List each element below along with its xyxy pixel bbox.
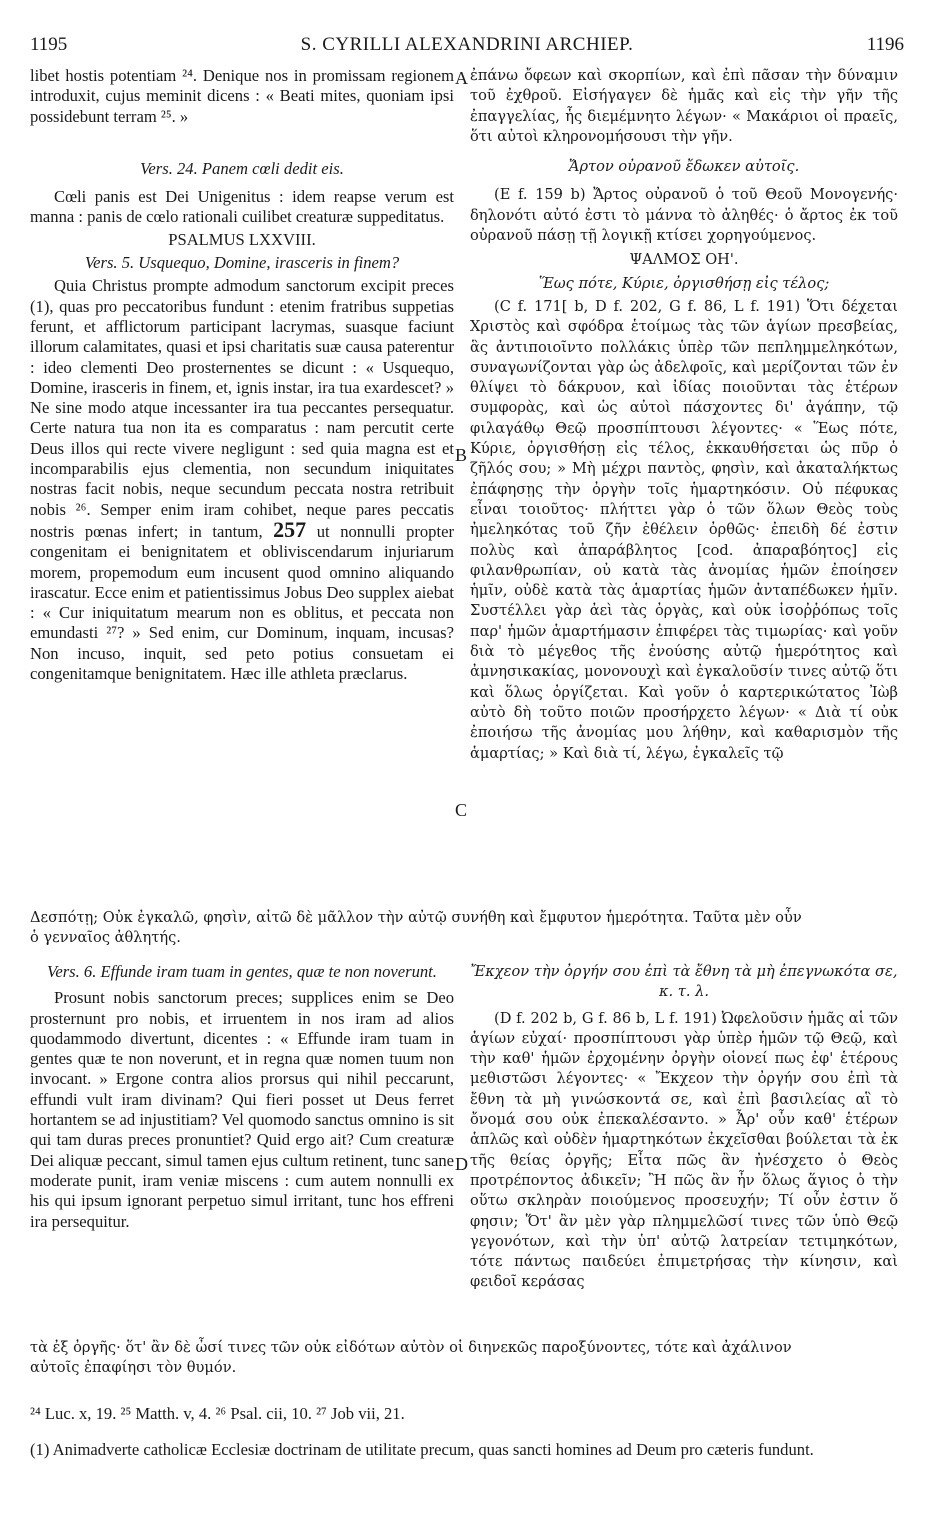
- greek-v5-text: (C f. 171[ b, D f. 202, G f. 86, L f. 191) Ὅτι δέχεται Χριστὸς καὶ σφόδρα ἑτοίμως τὰς τῶν ἁγίων πρεσβείας, ἃς ἀντιποιοῖντο πολλάκις ὑπὲρ τῶν πεπλημμεληκότων, συναγωνίζονται γὰρ ὡς ἀδελφοῖς, καὶ μερίζονται τῶν ἐν θλίψει τὸ δάκρυον, καὶ ἰδίας ποιοῦνται τὰς ἑτέρων συμφορὰς, καὶ ὡς αὐτοὶ πάσχοντες δι' ἀγάπην, τῷ φιλαγάθῳ Θεῷ προσπίπτουσι λέγοντες· « Ἕως πότε, Κύριε, ὀργισθήσῃ εἰς τέλος, ἐκκαυθήσεται ὡς πῦρ ὁ ζῆλός σου; » Μὴ μέχρι παντὸς, φησὶν, καὶ ἀκαταλήκτως ἐπάφησῃς τὴν ὀργὴν τοῖς ἡμαρτηκόσιν. Οὐ πέφυκας εἶναι τοιοῦτος· πλήττει γὰρ ὁ τῶν ὅλων Θεὸς τοὺς ἠμεληκότας τοῦ ζῆν ἐθέλειν ὀρθῶς· ἐπειδὴ δέ ἐστιν πολὺς καὶ ἀπαράβλητος [cod. ἀπαραβόητος] εἰς φιλανθρωπίαν, οὐ κατὰ τὰς ἀνομίας ἡμῶν ἐποίησεν ἡμῖν, οὐδὲ κατὰ τὰς ἁμαρτίας ἡμῶν ἀνταπέδωκεν ἡμῖν. Συστέλλει γὰρ ἀεὶ τὰς ὀργὰς, καὶ οὐκ ἰσοῤῥόπως τοῖς παρ' ἡμῶν ἁμαρτήμασιν ἐπιφέρει τὰς τιμωρίας· καὶ γοῦν διὰ τὸ μέγεθος τῆς ἐνούσης αὐτῷ ἡμερότητος καὶ ἀμνησικακίας, μονονουχὶ καὶ ἐγκαλοῦσίν τινες αὐτῷ ὅτι καὶ ὅλως ὀργίζεται. Καὶ γοῦν ὁ καρτερικώτατος Ἰὼβ αὐτὸ δὴ τοῦτο ποιῶν προσήρχετο λέγων· « Διὰ τί οὐκ ἐποιήσω τῆς ἀνομίας μου λήθην, καὶ καθαρισμὸν τῆς ἁμαρτίας; » Καὶ διὰ τί, λέγω, ἐγκαλεῖς τῷ: [470, 297, 898, 762]
- latin-column-upper: [30, 66, 454, 684]
- greek-column-lower: [470, 962, 898, 1293]
- latin-column-lower: [30, 962, 454, 1232]
- latin-intro: libet hostis potentiam ²⁴. Denique nos in promissam regionem introduxit, cujus meminit dicens : « Beati mites, quoniam ipsi possidebunt terram ²⁵. »: [30, 66, 454, 126]
- greek-intro: ἐπάνω ὄφεων καὶ σκορπίων, καὶ ἐπὶ πᾶσαν τὴν δύναμιν τοῦ ἐχθροῦ. Εἰσήγαγεν δὲ ἡμᾶς καὶ εἰς τὴν γῆν τῆς ἐπαγγελίας, ἧς διεμέμνητο λέγων· « Μακάριοι οἱ πραεῖς, ὅτι αὐτοὶ κληρονομήσουσι τὴν γῆν.: [470, 67, 898, 145]
- page-header: [30, 34, 904, 60]
- margin-letter-a: A: [455, 68, 468, 88]
- column-number: 257: [273, 516, 307, 542]
- greek-v6-full-line-1: τὰ ἐξ ὀργῆς· ὅτ' ἂν δὲ ὦσί τινες τῶν οὐκ εἰδότων αὐτὸν οἱ διηνεκῶς παροξύνοντες, τότε καὶ ἀχάλινον: [30, 1339, 792, 1356]
- greek-v6-full-width: [30, 1338, 904, 1379]
- greek-v6-full-line-2: αὐτοῖς ἐπαφίησι τὸν θυμόν.: [30, 1359, 237, 1377]
- margin-letter-c: C: [455, 800, 468, 820]
- greek-column-upper: [470, 66, 898, 764]
- latin-v5-text-b: ut nonnulli propter congenitam ei benignitatem et obliviscendarum injuriarum morem, propemodum eum incusent quod omnino aliquando irascatur. Ecce enim et patientissimus Jobus Deo supplex aiebat : « Cur iniquitatum mearum non es oblitus, et peccata non emundasti ²⁷? » Sed enim, cur Dominum, inquam, incusas? Non incuso, inquit, sed peto potius consuetam ei congenitamque benignitatem. Hæc ille athleta præclarus.: [30, 521, 454, 684]
- latin-v5-text-a: Quia Christus prompte admodum sanctorum excipit preces (1), quas pro peccatoribus fundunt : etenim fratribus suppetias ferunt, et afflictorum participant lacrymas, suasque faciunt illorum calamitates, quasi et ipsi charitatis suæ causa paterentur : ideo clementi Deo prosternentes se dicunt : « Usquequo, Domine, irasceris in finem, et, ignis instar, ira tua exardescet? » Ne sine modo atque incessanter ira tua peccantes persequatur. Certe natura tua non ita es comparatus : nam percutit certe Deus illos qui recte vivere negligunt : sed quia magna est et incomparabilis ejus clementia, non secundum iniquitates nostras facit nobis, neque secundum peccata nostra retribuit nobis ²⁶. Semper enim iram cohibet, neque pares peccatis nostris pœnas infert; in tantum,: [30, 276, 454, 541]
- latin-v6-heading: Vers. 6. Effunde iram tuam in gentes, quæ te non noverunt.: [47, 962, 437, 981]
- greek-v6-text: (D f. 202 b, G f. 86 b, L f. 191) Ὠφελοῦσιν ἡμᾶς αἱ τῶν ἁγίων εὐχαί· προσπίπτουσι γὰρ ὑπὲρ ἡμῶν τῷ Θεῷ, καὶ τὴν καθ' ἡμῶν ἐρχομένην ὀργὴν οἱονεί πως ἐφ' ἑτέρους μεθιστῶσι λέγοντες· « Ἔκχεον τὴν ὀργήν σου ἐπὶ τὰ ἔθνη τὰ μὴ γινώσκοντά σε, καὶ ἐπὶ βασιλείας αἳ τὸ ὄνομά σου οὐκ ἐπεκαλέσαντο. » Ἆρ' οὖν καθ' ἑτέρων ἁπλῶς καὶ οὐδὲν ἡμαρτηκότων ἐκχεῖσθαι βούλεται τὰ ἐκ τῆς θείας ὀργῆς; Εἶτα πῶς ἂν ἠνέσχετο ὁ Θεὸς προτρέποντος ἀδικεῖν; Ἢ πῶς ἂν ἦν ὅλως ἅγιος ὁ τὴν οὕτω σκληρὰν ποιούμενος προσευχήν; Τί οὖν ἐστιν ὅ φησιν; Ὅτ' ἂν μὲν γὰρ πλημμελῶσί τινες τῶν ὑπὸ Θεῷ γεγονότων, καὶ τὴν ὑπ' αὐτῷ λατρείαν τετιμηκότων, τότε πάντως παιδεύει ἐπιμετρήσας τὴν κίνησιν, καὶ φειδοῖ κεράσας: [470, 1009, 898, 1291]
- footnote-1: (1) Animadverte catholicæ Ecclesiæ doctrinam de utilitate precum, quas sancti homines ad Deum pro cæteris fundunt.: [30, 1440, 814, 1459]
- footnote-references: ²⁴ Luc. x, 19. ²⁵ Matth. v, 4. ²⁶ Psal. cii, 10. ²⁷ Job vii, 21.: [30, 1404, 405, 1423]
- left-page-number: 1195: [30, 34, 68, 55]
- right-page-number: 1196: [866, 34, 904, 55]
- greek-v5-full-line-1: Δεσπότῃ; Οὐκ ἐγκαλῶ, φησὶν, αἰτῶ δὲ μᾶλλον τὴν αὐτῷ συνήθη καὶ ἔμφυτον ἡμερότητα. Ταῦτα μὲν οὖν: [30, 909, 802, 926]
- latin-v6-text: Prosunt nobis sanctorum preces; supplices enim se Deo prosternunt pro nobis, et irruentem in nos iram ad alios quodammodo divertunt, dicentes : « Effunde iram tuam in gentes quæ te non noverunt, et in regna quæ nomen tuum non invocant. » Ergone contra alios prorsus qui nihil peccarunt, effundi vult iram divinam? Qui fieri posset ut Deus ferret hortantem se ad injustitiam? Vel quomodo sanctus omnino is sit qui tam duras preces pronuntiet? Quid ergo ait? Cum creaturæ Dei aliquæ peccant, simul tamen ejus cultum retinent, tunc sane moderate punit, iram veniæ miscens : cum autem nonnulli ex his qui ipsum ignorant perpetuo simul irritant, tunc hos effreni ira persequitur.: [30, 988, 454, 1231]
- greek-v5-full-line-2: ὁ γενναῖος ἀθλητής.: [30, 929, 181, 947]
- latin-v5-heading: Vers. 5. Usquequo, Domine, irasceris in finem?: [84, 253, 400, 273]
- margin-letter-b: B: [455, 445, 468, 465]
- greek-v6-heading: Ἔκχεον τὴν ὀργήν σου ἐπὶ τὰ ἔθνη τὰ μὴ ἐπεγνωκότα σε, κ. τ. λ.: [470, 963, 898, 1001]
- latin-v24-text: Cœli panis est Dei Unigenitus : idem reapse verum est manna : panis de cœlo rationali cuilibet creaturæ suppeditatus.: [30, 187, 454, 227]
- greek-v5-full-width: [30, 908, 904, 949]
- greek-v24-text: (E f. 159 b) Ἄρτος οὐρανοῦ ὁ τοῦ Θεοῦ Μονογενής· δηλονότι αὐτό ἐστι τὸ μάννα τὸ ἀληθές· ὁ ἄρτος ἐκ τοῦ οὐρανοῦ πάσῃ τῇ λογικῇ κτίσει χορηγούμενος.: [470, 186, 898, 245]
- margin-letter-d: D: [455, 1154, 468, 1174]
- greek-psalm-heading: ΨΑΛΜΟΣ ΟΗ'.: [629, 251, 739, 269]
- greek-v5-heading: Ἕως πότε, Κύριε, ὀργισθήσῃ εἰς τέλος;: [538, 274, 830, 292]
- latin-v24-heading: Vers. 24. Panem cœli dedit eis.: [140, 158, 344, 178]
- latin-v5-text: [30, 276, 454, 684]
- greek-v24-heading: Ἄρτον οὐρανοῦ ἔδωκεν αὐτοῖς.: [568, 158, 800, 176]
- latin-psalm-heading: PSALMUS LXXVIII.: [168, 229, 316, 249]
- running-title: S. CYRILLI ALEXANDRINI ARCHIEP.: [300, 34, 634, 55]
